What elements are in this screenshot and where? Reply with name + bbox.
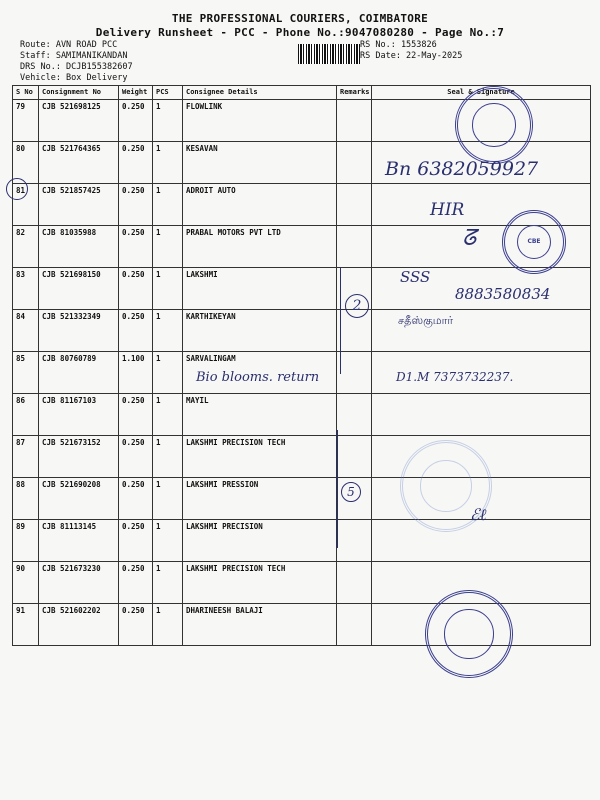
table-row [13, 436, 591, 478]
cell-signature [372, 394, 591, 436]
signature-row-85: D1.M 7373732237. [396, 370, 514, 384]
route: Route: AVN ROAD PCC [20, 40, 118, 50]
bracket-line-remarks-2 [337, 430, 338, 548]
staff: Staff: SAMIMANIKANDAN [20, 51, 128, 61]
cell-consignee: MAYIL [183, 394, 337, 436]
col-remarks: Remarks [337, 86, 372, 100]
table-row [13, 310, 591, 352]
cell-signature [372, 520, 591, 562]
cell-cn: CJB 81167103 [39, 394, 119, 436]
cell-pcs: 1 [153, 604, 183, 646]
cell-sno: 91 [13, 604, 39, 646]
cell-pcs: 1 [153, 226, 183, 268]
cell-weight: 0.250 [119, 562, 153, 604]
cell-consignee: LAKSHMI [183, 268, 337, 310]
cell-cn: CJB 521764365 [39, 142, 119, 184]
cell-weight: 0.250 [119, 478, 153, 520]
col-signature: Seal & Signature [372, 86, 591, 100]
cell-sno: 87 [13, 436, 39, 478]
signature-row-89: ℰℓ [470, 505, 487, 524]
cell-pcs: 1 [153, 520, 183, 562]
cell-remarks [337, 100, 372, 142]
cell-pcs: 1 [153, 394, 183, 436]
cell-cn: CJB 521673230 [39, 562, 119, 604]
cell-cn: CJB 521698150 [39, 268, 119, 310]
cell-sno: 89 [13, 520, 39, 562]
table-row [13, 184, 591, 226]
cell-weight: 0.250 [119, 268, 153, 310]
cell-sno: 86 [13, 394, 39, 436]
barcode [298, 44, 360, 64]
cell-weight: 0.250 [119, 604, 153, 646]
vehicle: Vehicle: Box Delivery [20, 73, 128, 83]
cell-remarks [337, 226, 372, 268]
cell-sno: 85 [13, 352, 39, 394]
prabal-stamp-inner: CBE [517, 225, 552, 260]
cell-pcs: 1 [153, 100, 183, 142]
cell-pcs: 1 [153, 478, 183, 520]
lmw-stamp-inner [444, 609, 493, 658]
cell-cn: CJB 521690208 [39, 478, 119, 520]
cell-pcs: 1 [153, 436, 183, 478]
cell-pcs: 1 [153, 310, 183, 352]
cell-weight: 0.250 [119, 436, 153, 478]
cell-sno: 88 [13, 478, 39, 520]
cell-consignee: DHARINEESH BALAJI [183, 604, 337, 646]
rs-date: RS Date: 22-May-2025 [360, 51, 463, 61]
cell-remarks [337, 394, 372, 436]
cell-consignee: LAKSHMI PRESSION [183, 478, 337, 520]
lakshmi-stamp-inner [420, 460, 472, 512]
signature-row-82: ᘔ [462, 226, 477, 251]
cell-sno: 80 [13, 142, 39, 184]
cell-consignee: LAKSHMI PRECISION [183, 520, 337, 562]
cell-weight: 0.250 [119, 226, 153, 268]
circled-count-84: 2 [345, 294, 369, 318]
col-pcs: PCS [153, 86, 183, 100]
meta-right [360, 40, 462, 62]
cell-remarks [337, 520, 372, 562]
cell-signature [372, 184, 591, 226]
cell-weight: 0.250 [119, 184, 153, 226]
cell-cn: CJB 80760789 [39, 352, 119, 394]
cell-pcs: 1 [153, 184, 183, 226]
cell-consignee: ADROIT AUTO [183, 184, 337, 226]
cell-consignee: LAKSHMI PRECISION TECH [183, 436, 337, 478]
cell-sno: 82 [13, 226, 39, 268]
cell-sno: 84 [13, 310, 39, 352]
cell-remarks [337, 142, 372, 184]
table-row [13, 562, 591, 604]
cell-consignee: FLOWLINK [183, 100, 337, 142]
cell-sno: 90 [13, 562, 39, 604]
cell-consignee: LAKSHMI PRECISION TECH [183, 562, 337, 604]
cell-sno: 83 [13, 268, 39, 310]
cell-consignee: KESAVAN [183, 142, 337, 184]
cell-cn: CJB 521332349 [39, 310, 119, 352]
cell-consignee: KARTHIKEYAN [183, 310, 337, 352]
document-title: THE PROFESSIONAL COURIERS, COIMBATORE [171, 12, 429, 25]
flowlink-stamp [455, 86, 533, 164]
rs-number: RS No.: 1553826 [360, 40, 437, 50]
cell-remarks [337, 352, 372, 394]
col-sno: S No [13, 86, 39, 100]
signature-row-84: சதீஸ்குமார் [398, 314, 454, 327]
lmw-stamp [425, 590, 513, 678]
cell-weight: 0.250 [119, 100, 153, 142]
cell-cn: CJB 521673152 [39, 436, 119, 478]
cell-pcs: 1 [153, 142, 183, 184]
cell-cn: CJB 521602202 [39, 604, 119, 646]
cell-cn: CJB 521857425 [39, 184, 119, 226]
cell-pcs: 1 [153, 352, 183, 394]
signature-row-80: Bn 6382059927 [385, 158, 539, 180]
cell-consignee: PRABAL MOTORS PVT LTD [183, 226, 337, 268]
cell-weight: 0.250 [119, 142, 153, 184]
cell-remarks [337, 436, 372, 478]
table-row [13, 478, 591, 520]
bracket-line-remarks [340, 268, 341, 374]
circled-row-81-mark [6, 178, 28, 200]
col-weight: Weight [119, 86, 153, 100]
cell-sno: 79 [13, 100, 39, 142]
cell-cn: CJB 81113145 [39, 520, 119, 562]
meta-left [20, 40, 133, 84]
cell-sno: 81 [13, 184, 39, 226]
table-row [13, 520, 591, 562]
cell-remarks [337, 184, 372, 226]
circled-count-88: 5 [341, 482, 361, 502]
drs-number: DRS No.: DCJB155382607 [20, 62, 133, 72]
col-consignee: Consignee Details [183, 86, 337, 100]
table-row [13, 394, 591, 436]
cell-weight: 1.100 [119, 352, 153, 394]
cell-weight: 0.250 [119, 310, 153, 352]
flowlink-stamp-inner [472, 103, 515, 146]
cell-cn: CJB 81035988 [39, 226, 119, 268]
signature-row-81: HIR [430, 200, 465, 220]
cell-pcs: 1 [153, 268, 183, 310]
document-subtitle: Delivery Runsheet - PCC - Phone No.:9047080280 - Page No.:7 [95, 26, 505, 39]
remark-row-85: Bio blooms. return [196, 370, 320, 385]
prabal-stamp [502, 210, 566, 274]
cell-remarks [337, 562, 372, 604]
cell-weight: 0.250 [119, 394, 153, 436]
phone-row-83: 8883580834 [455, 285, 551, 303]
signature-row-83: SSS [400, 268, 431, 286]
cell-consignee: SARVALINGAM [183, 352, 337, 394]
cell-remarks [337, 604, 372, 646]
cell-cn: CJB 521698125 [39, 100, 119, 142]
cell-weight: 0.250 [119, 520, 153, 562]
cell-pcs: 1 [153, 562, 183, 604]
col-consignment: Consignment No [39, 86, 119, 100]
